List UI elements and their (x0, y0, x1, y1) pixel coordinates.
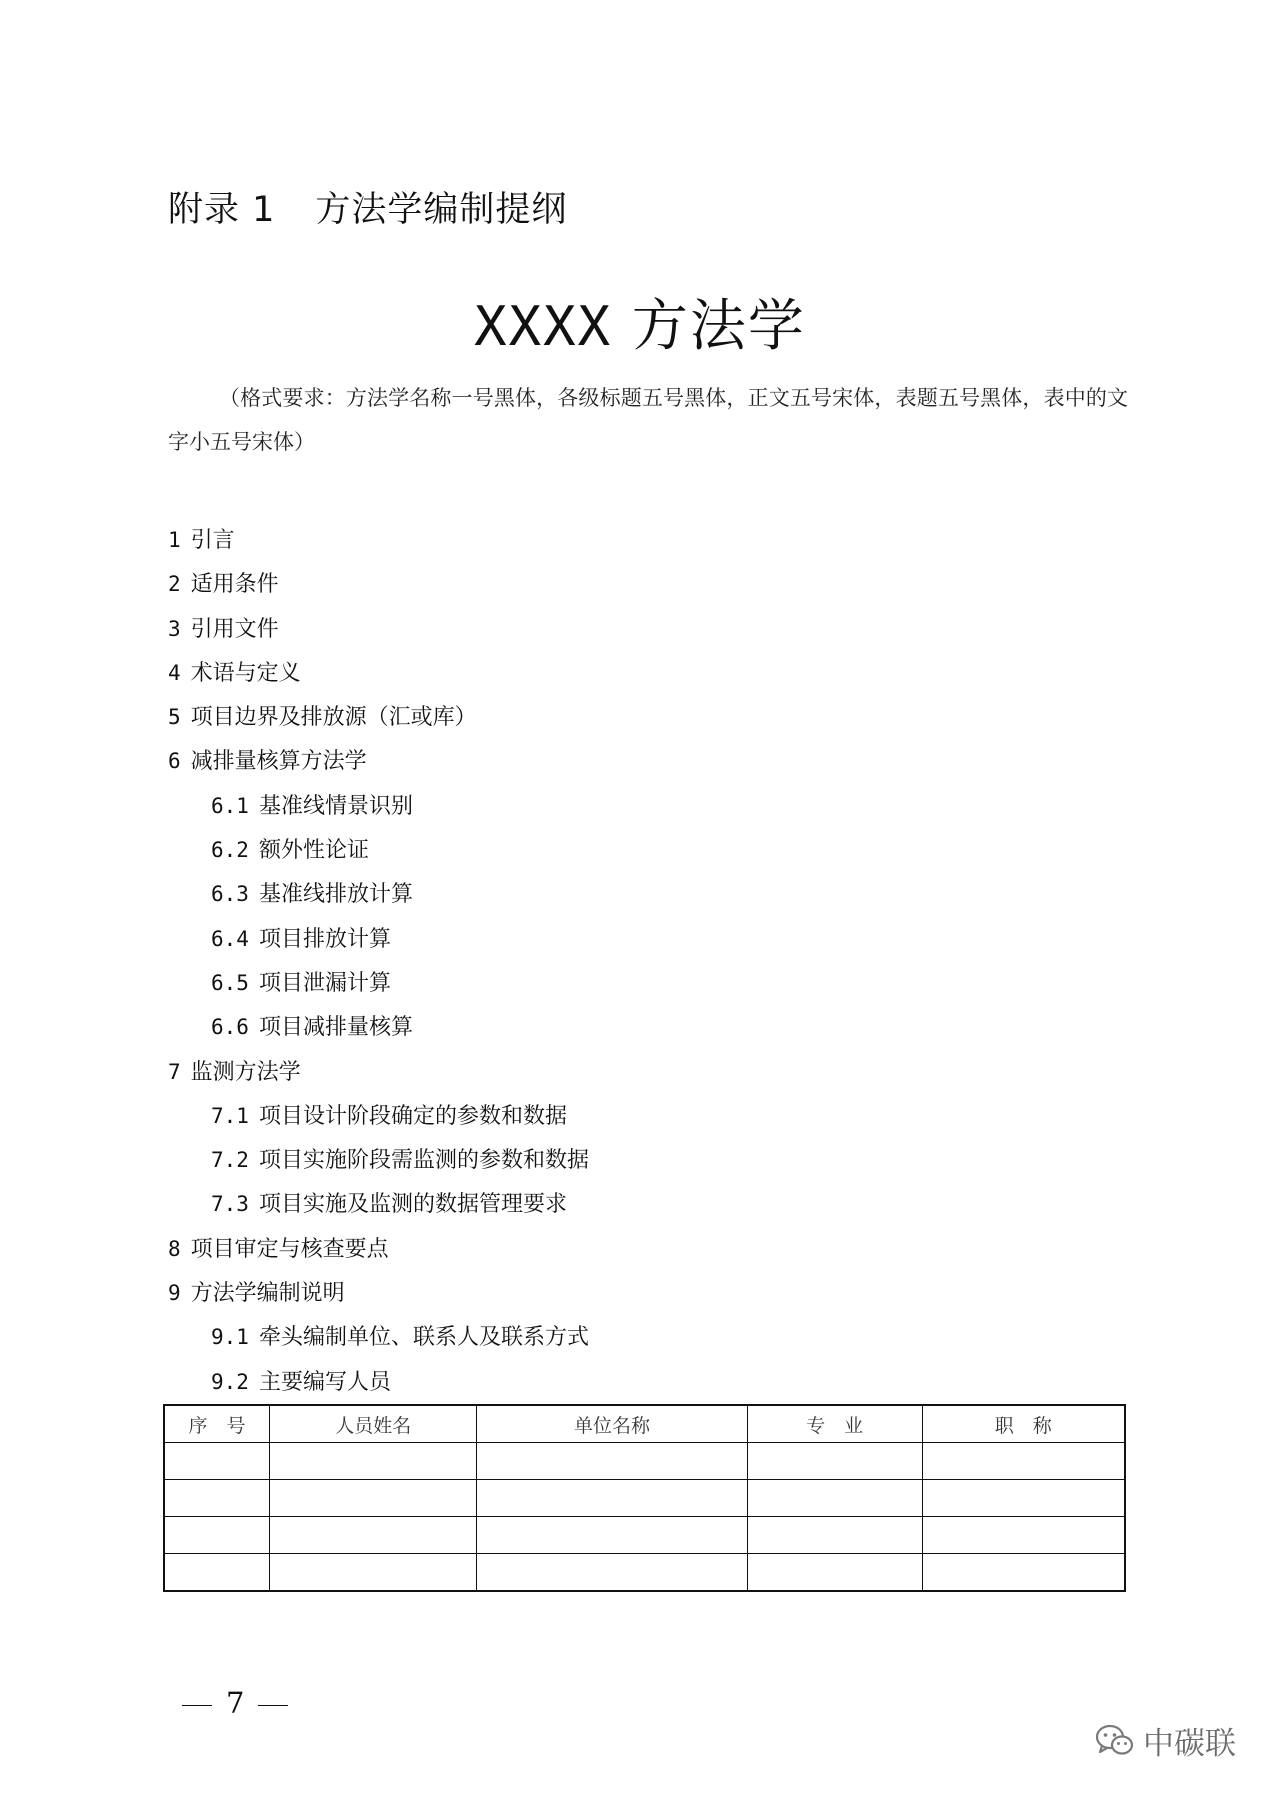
table-cell (922, 1443, 1125, 1480)
outline-item-text: 项目设计阶段确定的参数和数据 (258, 1103, 567, 1129)
outline-item-text: 引言 (190, 528, 235, 553)
outline-item (168, 1360, 589, 1404)
table-cell (269, 1480, 477, 1517)
outline-item-number: 9.1 (211, 1325, 249, 1350)
outline-item-text: 基准线情景识别 (258, 793, 413, 819)
outline-item (168, 607, 589, 651)
table-row (164, 1480, 1125, 1517)
outline-item-number: 6.1 (211, 793, 249, 818)
outline-list (168, 518, 589, 1404)
format-requirements-note: （格式要求：方法学名称一号黑体，各级标题五号黑体，正文五号宋体，表题五号黑体，表中的文字小五号宋体） (168, 386, 1128, 454)
page-number-value: 7 (226, 1686, 245, 1720)
table-row (164, 1554, 1125, 1592)
outline-item-text: 适用条件 (190, 572, 279, 598)
outline-item-text: 方法学编制说明 (190, 1281, 345, 1307)
outline-item-text: 基准线排放计算 (258, 882, 413, 908)
outline-item-number: 6 (168, 749, 181, 774)
outline-item (168, 562, 589, 606)
outline-item-number: 5 (168, 705, 181, 730)
outline-item (168, 784, 589, 828)
outline-item-number: 3 (168, 616, 181, 641)
header-index: 序 号 (164, 1405, 269, 1443)
document-title (0, 282, 1280, 362)
table-cell (164, 1554, 269, 1592)
outline-item-number: 9.2 (211, 1369, 249, 1394)
table-cell (922, 1480, 1125, 1517)
table-cell (477, 1480, 747, 1517)
outline-item (168, 1050, 589, 1094)
table-row (164, 1517, 1125, 1554)
table-cell (269, 1443, 477, 1480)
table-cell (164, 1480, 269, 1517)
outline-item (168, 1182, 589, 1226)
outline-item (168, 917, 589, 961)
outline-item-text: 项目边界及排放源（汇或库） (190, 705, 477, 731)
outline-item-text: 监测方法学 (190, 1059, 301, 1085)
wechat-icon (1095, 1724, 1135, 1758)
outline-item-text: 减排量核算方法学 (190, 749, 367, 775)
outline-item-text: 项目减排量核算 (258, 1015, 413, 1041)
table-cell (477, 1517, 747, 1554)
table-header-row (164, 1405, 1125, 1443)
watermark (1095, 1718, 1236, 1763)
appendix-label: 附录 1 (168, 190, 276, 230)
outline-item-number: 9 (168, 1281, 181, 1306)
title-placeholder: XXXX (474, 295, 613, 358)
outline-item-number: 7 (168, 1059, 181, 1084)
outline-item-number: 8 (168, 1236, 181, 1261)
header-organization: 单位名称 (477, 1405, 747, 1443)
header-name: 人员姓名 (269, 1405, 477, 1443)
outline-item-text: 术语与定义 (190, 660, 301, 686)
appendix-heading (168, 182, 567, 232)
outline-item (168, 739, 589, 783)
outline-item-number: 6.5 (211, 970, 249, 995)
staff-table (163, 1404, 1126, 1592)
outline-item (168, 518, 589, 562)
outline-item (168, 961, 589, 1005)
table-cell (269, 1517, 477, 1554)
outline-item-text: 项目审定与核查要点 (190, 1236, 389, 1262)
outline-item (168, 1005, 589, 1049)
outline-item-number: 6.4 (211, 926, 249, 951)
appendix-title: 方法学编制提纲 (315, 190, 568, 230)
title-name: 方法学 (631, 294, 806, 359)
table-row (164, 1443, 1125, 1480)
table-cell (269, 1554, 477, 1592)
outline-item-text: 主要编写人员 (258, 1369, 391, 1395)
outline-item-text: 项目实施阶段需监测的参数和数据 (258, 1148, 589, 1174)
outline-item (168, 1138, 589, 1182)
table-cell (922, 1554, 1125, 1592)
watermark-text: 中碳联 (1143, 1726, 1236, 1762)
outline-item (168, 1227, 589, 1271)
table-cell (164, 1443, 269, 1480)
outline-item-text: 项目泄漏计算 (258, 970, 391, 996)
outline-item (168, 1271, 589, 1315)
outline-item-text: 项目排放计算 (258, 926, 391, 952)
outline-item-number: 1 (168, 528, 181, 552)
table-cell (164, 1517, 269, 1554)
outline-item-number: 6.6 (211, 1015, 249, 1040)
outline-item-number: 7.3 (211, 1192, 249, 1217)
outline-item-text: 引用文件 (190, 616, 279, 642)
header-specialty: 专 业 (747, 1405, 922, 1443)
outline-item-number: 7.2 (211, 1148, 249, 1173)
table-cell (747, 1480, 922, 1517)
outline-item (168, 872, 589, 916)
outline-item (168, 1094, 589, 1138)
table-cell (747, 1443, 922, 1480)
table-cell (747, 1517, 922, 1554)
outline-item-text: 项目实施及监测的数据管理要求 (258, 1192, 567, 1218)
table-cell (477, 1554, 747, 1592)
outline-item-number: 2 (168, 572, 181, 597)
table-cell (747, 1554, 922, 1592)
outline-item-number: 4 (168, 660, 181, 685)
outline-item-number: 7.1 (211, 1103, 249, 1128)
table-cell (922, 1517, 1125, 1554)
page-number (168, 1686, 302, 1720)
table-cell (477, 1443, 747, 1480)
outline-item-number: 6.3 (211, 882, 249, 907)
outline-item (168, 695, 589, 739)
outline-item (168, 651, 589, 695)
outline-item-text: 牵头编制单位、联系人及联系方式 (258, 1325, 589, 1351)
outline-item-text: 额外性论证 (258, 838, 369, 864)
outline-item (168, 828, 589, 872)
header-title: 职 称 (922, 1405, 1125, 1443)
outline-item (168, 1315, 589, 1359)
outline-item-number: 6.2 (211, 838, 249, 863)
